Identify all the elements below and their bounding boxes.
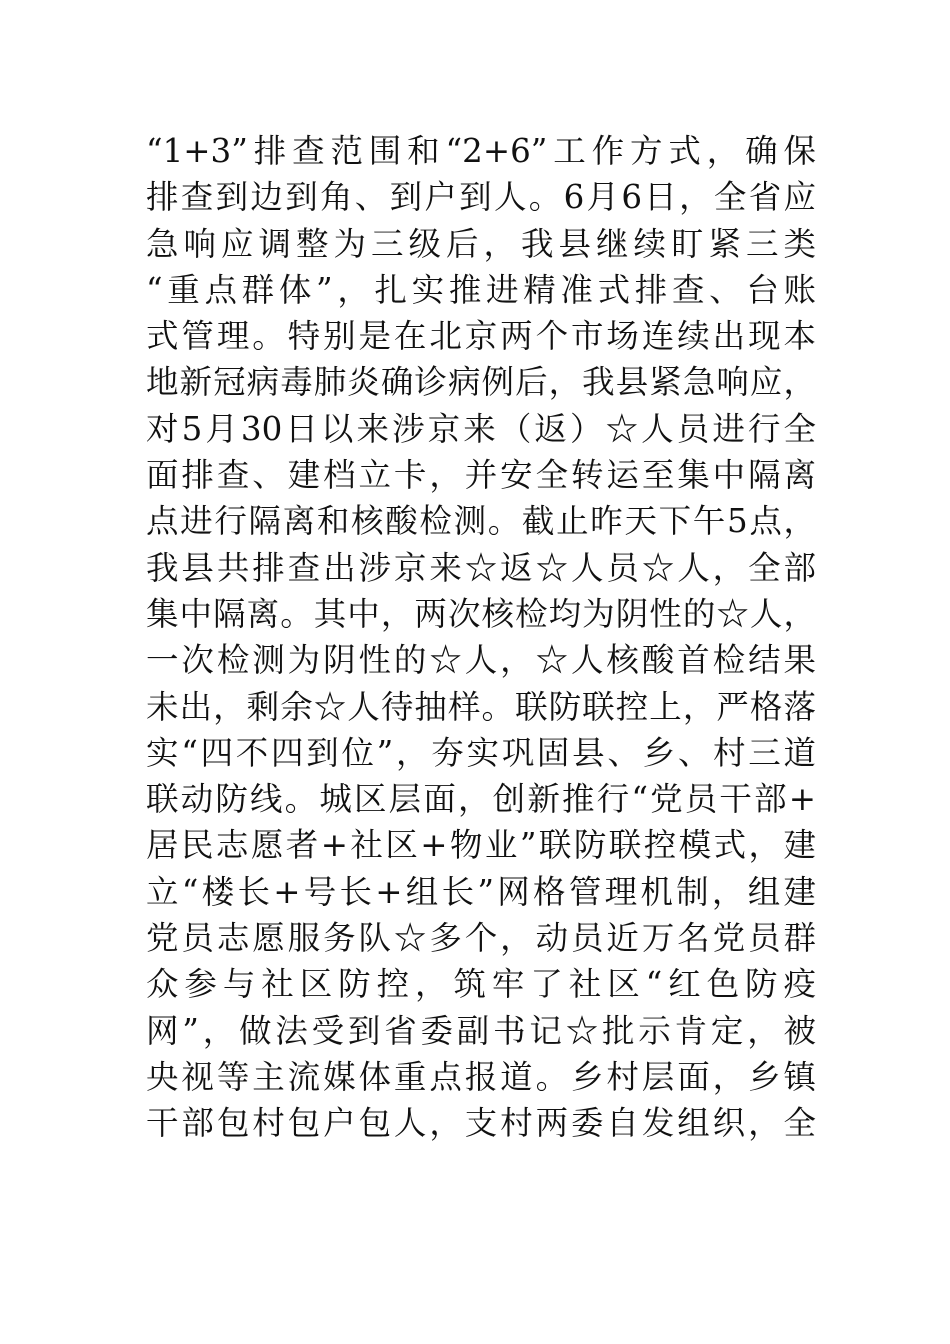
text-line: 联动防线。城区层面，创新推行“党员干部+	[146, 780, 816, 819]
text-line: 急响应调整为三级后，我县继续盯紧三类	[146, 224, 816, 263]
text-line: 一次检测为阴性的☆人，☆人核酸首检结果	[146, 641, 816, 680]
text-line: “1+3”排查范围和“2+6”工作方式，确保	[146, 132, 816, 170]
text-line: 未出，剩余☆人待抽样。联防联控上，严格落	[146, 687, 816, 726]
text-line: 党员志愿服务队☆多个，动员近万名党员群	[146, 919, 816, 958]
text-line: 干部包村包户包人，支村两委自发组织，全	[146, 1104, 816, 1143]
text-line: 对5月30日以来涉京来（返）☆人员进行全	[146, 409, 816, 448]
text-line: 众参与社区防控，筑牢了社区“红色防疫	[146, 965, 816, 1004]
text-line: “重点群体”，扎实推进精准式排查、台账	[146, 270, 816, 309]
text-line: 点进行隔离和核酸检测。截止昨天下午5点，	[146, 502, 816, 541]
text-line: 地新冠病毒肺炎确诊病例后，我县紧急响应，	[146, 363, 816, 402]
text-line: 居民志愿者+社区+物业”联防联控模式，建	[146, 826, 816, 865]
text-line: 集中隔离。其中，两次核检均为阴性的☆人，	[146, 594, 816, 633]
text-line: 央视等主流媒体重点报道。乡村层面，乡镇	[146, 1057, 816, 1096]
text-line: 式管理。特别是在北京两个市场连续出现本	[146, 317, 816, 356]
text-line: 立“楼长+号长+组长”网格管理机制，组建	[146, 872, 816, 911]
text-line: 实“四不四到位”，夯实巩固县、乡、村三道	[146, 733, 816, 772]
text-line: 面排查、建档立卡，并安全转运至集中隔离	[146, 456, 816, 495]
text-line: 网”，做法受到省委副书记☆批示肯定，被	[146, 1011, 816, 1050]
text-line: 我县共排查出涉京来☆返☆人员☆人，全部	[146, 548, 816, 587]
body-text	[146, 128, 816, 1147]
text-line: 排查到边到角、到户到人。6月6日，全省应	[146, 178, 816, 217]
